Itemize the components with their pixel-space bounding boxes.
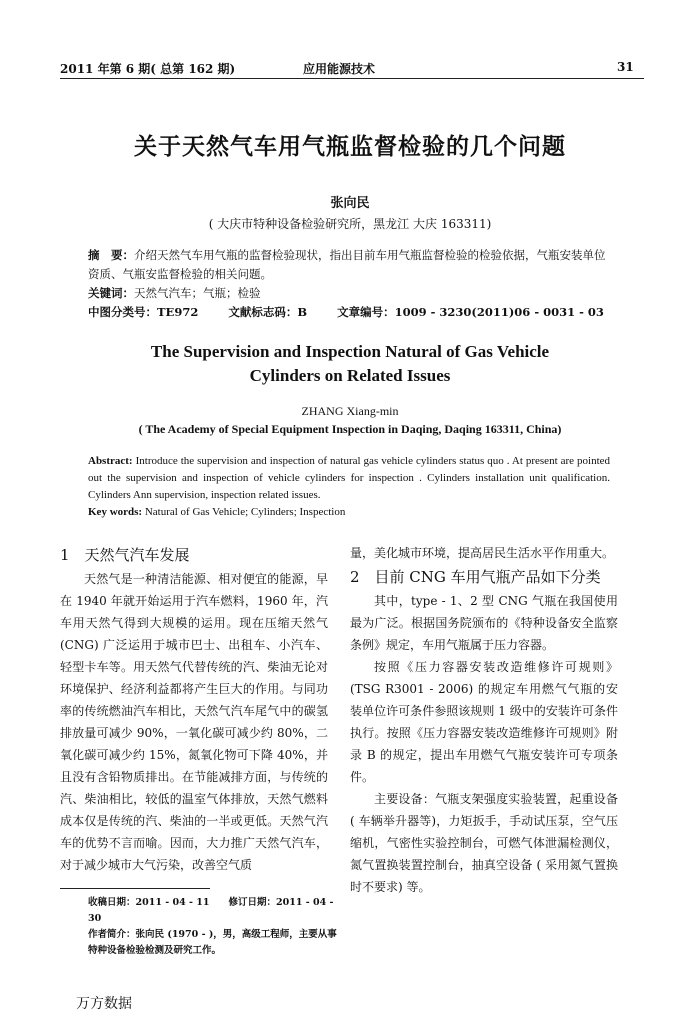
article-no-value: 1009 - 3230(2011)06 - 0031 - 03 (394, 305, 604, 319)
section-1-heading: 1 天然气汽车发展 (60, 546, 190, 564)
affiliation: ( 大庆市特种设备检验研究所，黑龙江 大庆 163311) (208, 217, 492, 231)
english-title-line2: Cylinders on Related Issues (249, 366, 451, 385)
section-2-paragraph-1: 其中，type - 1、2 型 CNG 气瓶在我国使用最为广泛。根据国务院颁布的《特种设备安全监察条例》规定，车用气瓶属于压力容器。 (350, 594, 618, 652)
english-keywords: Natural of Gas Vehicle; Cylinders; Inspection (144, 506, 346, 518)
footnote-dates: 收稿日期：2011 - 04 - 11 修订日期：2011 - 04 - 30 (88, 897, 334, 924)
keywords-cn: 天然气汽车；气瓶；检验 (134, 286, 261, 300)
footnote-bio-text: 张向民 (1970 - )，男，高级工程师，主要从事特种设备检验检测及研究工作。 (88, 929, 337, 956)
english-author: ZHANG Xiang-min (301, 404, 399, 418)
author: 张向民 (330, 196, 370, 211)
english-abstract-body (88, 453, 610, 504)
footnote-bio-label: 作者简介： (88, 929, 136, 940)
section-1-continuation: 量，美化城市环境，提高居民生活水平作用重大。 (350, 546, 615, 560)
abstract-cn-label: 摘 要： (88, 248, 134, 262)
right-column (350, 542, 618, 898)
section-2-heading: 2 目前 CNG 车用气瓶产品如下分类 (350, 568, 601, 586)
english-keywords-row (88, 504, 610, 521)
english-affiliation: ( The Academy of Special Equipment Inspection in Daqing, Daqing 163311, China) (138, 422, 562, 436)
header-issue: 2011 年第 6 期( 总第 162 期) (60, 62, 236, 76)
abstract-cn-body (88, 246, 610, 284)
wanfang-watermark: 万方数据 (76, 996, 132, 1012)
doc-code-label: 文献标志码： (228, 305, 298, 319)
english-keywords-label: Key words: (88, 506, 143, 518)
header-journal: 应用能源技术 (303, 62, 376, 76)
left-column (60, 542, 328, 876)
header-page-number: 31 (617, 60, 634, 74)
header-rule (60, 78, 644, 79)
abstract-cn (88, 246, 610, 322)
english-abstract (88, 453, 610, 521)
abstract-cn-text: 介绍天然气车用气瓶的监督检验现状，指出目前车用气瓶监督检验的检验依据，气瓶安装单位资质、气瓶安监督检验的相关问题。 (88, 248, 606, 281)
clc-value: TE972 (157, 305, 199, 319)
doc-code-value: B (297, 305, 308, 319)
paper-title: 关于天然气车用气瓶监督检验的几个问题 (134, 133, 566, 160)
classification-row (88, 303, 610, 322)
english-title-line1: The Supervision and Inspection Natural of Gas Vehicle (150, 342, 550, 361)
clc-label: 中图分类号： (88, 305, 157, 319)
section-1-paragraph: 天然气是一种清洁能源、相对便宜的能源，早在 1940 年就开始运用于汽车燃料，1960 年，汽车用天然气得到大规模的运用。现在压缩天然气 (CNG) 广泛运用于城市巴士、出租车、小汽车、轻型卡车等。用天然气代替传统的汽、柴油无论对环境保护、经济利益都将产生巨大的作用。与同功率的传统燃油汽车相比，天然气汽车尾气中的碳氢排放量可减少 90%，一氧化碳可减少约 80%，二氧化碳可减少约 15%，氮氧化物可下降 40%，并且没有含铅物质排出。在节能减排方面，与传统的汽、柴油相比，较低的温室气体排放，天然气燃料成本仅是传统的汽、柴油的一半或更低。天然气汽车的优势不言而喻。因而，大力推广天然气汽车，对于减少城市大气污染，改善空气质 (60, 572, 328, 872)
section-2-paragraph-3: 主要设备：气瓶支架强度实验装置，起重设备 ( 车辆举升器等)，力矩扳手，手动试压泵，空气压缩机，气密性实验控制台，可燃气体泄漏检测仪，氮气置换装置控制台，抽真空设备 ( 采用氮气置换时不要求) 等。 (350, 792, 618, 894)
footnote-rule (60, 888, 210, 889)
english-abstract-text: Introduce the supervision and inspection of natural gas vehicle cylinders status quo . At present are pointed out the supervision and inspection of vehicle cylinders for inspection . Cylinders installation unit qualification. Cylinders Ann supervision, inspection related issues. (88, 455, 611, 501)
article-no-label: 文章编号： (337, 305, 395, 319)
section-2-paragraph-2: 按照《压力容器安装改造维修许可规则》(TSG R3001 - 2006) 的规定车用燃气气瓶的安装单位许可条件参照该规则 1 级中的安装许可条件执行。按照《压力容器安装改造维修许可规则》附录 B 的规定，提出车用燃气气瓶安装许可专项条件。 (350, 660, 618, 784)
footnote-bio (88, 927, 338, 959)
keywords-cn-row (88, 284, 610, 303)
footnote (88, 895, 338, 959)
english-title (0, 340, 700, 388)
english-abstract-label: Abstract: (88, 455, 133, 467)
keywords-cn-label: 关键词： (88, 286, 134, 300)
